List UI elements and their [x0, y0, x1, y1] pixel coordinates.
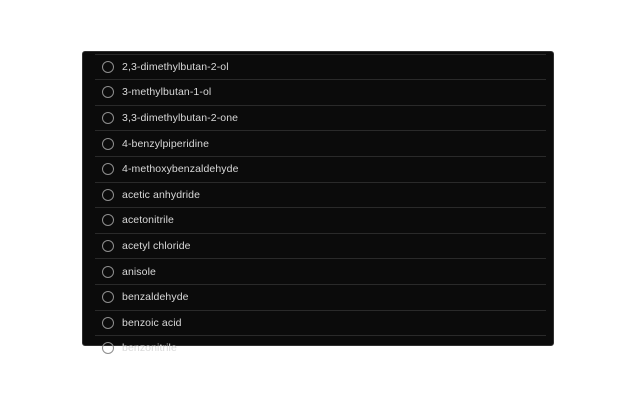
option-row-clipped-top: [83, 29, 553, 54]
radio-icon[interactable]: [102, 266, 114, 278]
radio-icon[interactable]: [102, 86, 114, 98]
option-row[interactable]: [83, 183, 553, 208]
option-label: anisole: [122, 265, 156, 278]
option-row[interactable]: [83, 208, 553, 233]
option-row[interactable]: [83, 285, 553, 310]
option-row-clipped-bottom[interactable]: [83, 336, 553, 361]
option-row[interactable]: [83, 106, 553, 131]
radio-icon[interactable]: [102, 163, 114, 175]
option-label: benzoic acid: [122, 316, 182, 329]
radio-icon[interactable]: [102, 342, 114, 354]
option-row[interactable]: [83, 311, 553, 336]
option-label: 3-methylbutan-1-ol: [122, 86, 212, 99]
option-label: 4-benzylpiperidine: [122, 137, 210, 150]
option-label: benzonitrile: [122, 342, 177, 355]
radio-icon[interactable]: [102, 317, 114, 329]
radio-icon[interactable]: [102, 240, 114, 252]
radio-icon[interactable]: [102, 189, 114, 201]
options-list: [83, 29, 553, 361]
option-label: acetyl chloride: [122, 240, 191, 253]
option-label: benzaldehyde: [122, 291, 189, 304]
option-label: 4-methoxybenzaldehyde: [122, 163, 239, 176]
option-row[interactable]: [83, 157, 553, 182]
option-label: 2,3-dimethylbutan-2-ol: [122, 60, 229, 73]
radio-icon[interactable]: [102, 291, 114, 303]
option-label: 3,3-dimethylbutan-2-one: [122, 112, 239, 125]
option-label: acetonitrile: [122, 214, 174, 227]
option-row[interactable]: [83, 55, 553, 80]
option-row[interactable]: [83, 80, 553, 105]
radio-icon[interactable]: [102, 214, 114, 226]
option-row[interactable]: [83, 131, 553, 156]
option-label: acetic anhydride: [122, 188, 201, 201]
radio-icon[interactable]: [102, 112, 114, 124]
radio-icon[interactable]: [102, 138, 114, 150]
radio-icon[interactable]: [102, 61, 114, 73]
options-dropdown: [82, 51, 554, 355]
option-row[interactable]: [83, 234, 553, 259]
option-row[interactable]: [83, 259, 553, 284]
